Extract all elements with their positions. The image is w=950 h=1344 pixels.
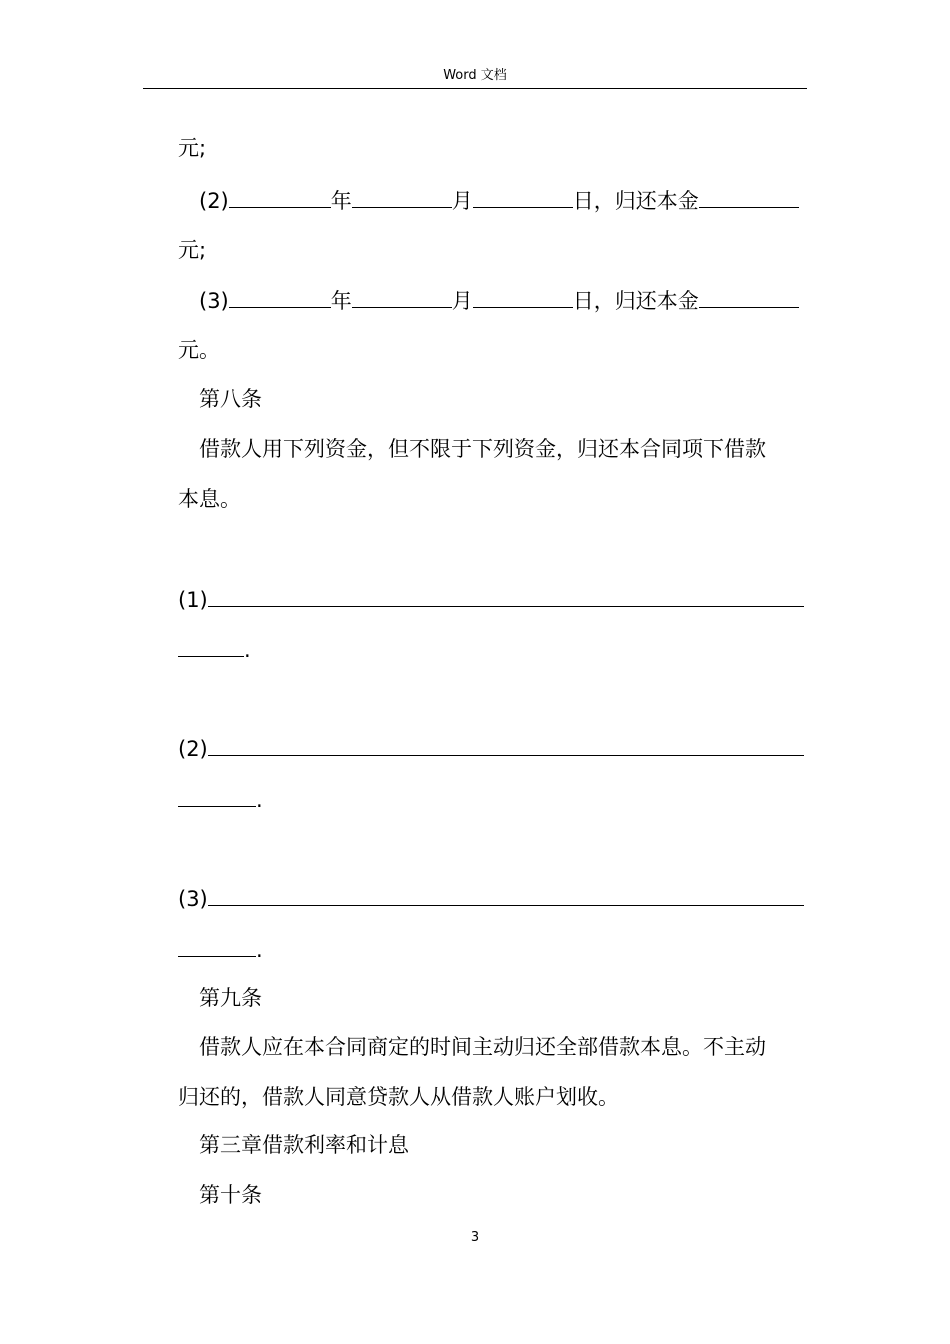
item-number: (3) [178, 887, 208, 911]
item-number: (3) [199, 289, 229, 313]
text-segment: 日，归还本金 [572, 289, 699, 313]
article-heading [199, 384, 804, 414]
text-segment: . [256, 938, 263, 962]
funding-source-line-2 [178, 733, 804, 764]
text-line [178, 335, 804, 365]
text-segment: 第九条 [199, 986, 262, 1010]
text-line [178, 784, 804, 815]
text-segment: 借款人应在本合同商定的时间主动归还全部借款本息。不主动 [199, 1035, 766, 1059]
blank-field[interactable] [699, 185, 799, 208]
blank-field[interactable] [229, 185, 331, 208]
article-heading [199, 1180, 804, 1210]
blank-field[interactable] [178, 784, 256, 807]
header-title: Word 文档 [443, 68, 507, 83]
blank-field[interactable] [473, 285, 573, 308]
text-line [178, 1082, 804, 1112]
blank-field[interactable] [229, 285, 331, 308]
text-line [199, 434, 804, 464]
text-segment: 日，归还本金 [572, 189, 699, 213]
blank-field[interactable] [208, 883, 804, 906]
funding-source-line-3 [178, 883, 804, 914]
text-segment: 元。 [178, 338, 220, 362]
text-line [178, 934, 804, 965]
chapter-heading [199, 1130, 804, 1160]
text-line [178, 133, 804, 163]
text-line [178, 484, 804, 514]
blank-field[interactable] [208, 733, 804, 756]
blank-field[interactable] [473, 185, 573, 208]
text-segment: 月 [451, 189, 473, 213]
blank-field[interactable] [208, 584, 804, 607]
page-number-text: 3 [470, 1230, 480, 1245]
item-number: (1) [178, 588, 208, 612]
text-segment: 第八条 [199, 387, 262, 411]
item-number: (2) [199, 189, 229, 213]
text-segment: 第三章借款利率和计息 [199, 1133, 409, 1157]
blank-field[interactable] [178, 934, 256, 957]
text-line [178, 634, 804, 665]
item-number: (2) [178, 737, 208, 761]
text-segment: 借款人用下列资金，但不限于下列资金，归还本合同项下借款 [199, 437, 766, 461]
text-segment: 归还的，借款人同意贷款人从借款人账户划收。 [178, 1085, 619, 1109]
text-segment: . [256, 788, 263, 812]
page-header [143, 66, 807, 89]
text-segment: . [244, 638, 251, 662]
funding-source-line-1 [178, 584, 804, 615]
article-heading [199, 983, 804, 1013]
text-segment: 元; [178, 136, 207, 160]
text-segment: 年 [330, 189, 352, 213]
blank-field[interactable] [352, 285, 452, 308]
text-segment: 本息。 [178, 487, 241, 511]
blank-field[interactable] [178, 634, 244, 657]
repayment-line-3 [199, 285, 804, 316]
text-line [199, 1032, 804, 1062]
text-segment: 元; [178, 238, 207, 262]
text-segment: 年 [330, 289, 352, 313]
text-line [178, 235, 804, 265]
repayment-line-2 [199, 185, 804, 216]
page-number [0, 1230, 950, 1245]
blank-field[interactable] [352, 185, 452, 208]
text-segment: 月 [451, 289, 473, 313]
blank-field[interactable] [699, 285, 799, 308]
text-segment: 第十条 [199, 1183, 262, 1207]
